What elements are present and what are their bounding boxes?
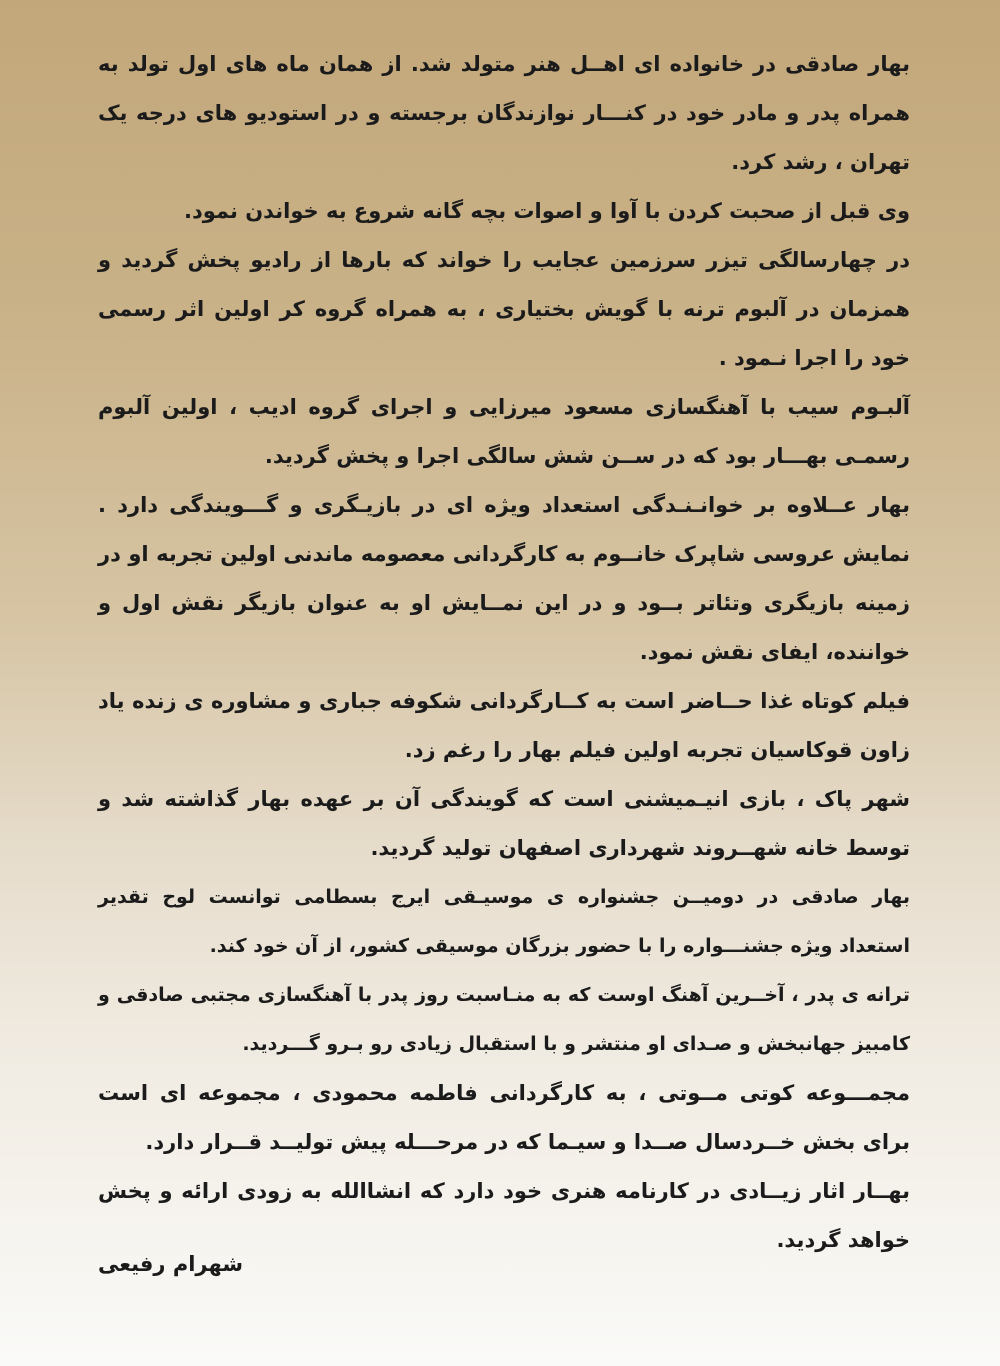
paragraph-birth: بهار صادقی در خانواده ای اهــل هنر متولد شد. از همان ماه های اول تولد به همراه پدر و مادر خود در کنـــار نوازندگان برجسته و در استودیو های درجه یک تهران ، رشد کرد. (98, 52, 910, 174)
paragraph-festival-award: بهار صادقی در دومیــن جشنواره ی موسیـقی ایرج بسطامی توانست لوح تقدیر استعداد ویژه جشنـــواره را با حضور بزرگان موسیقی کشور، از آن خود کند. (98, 886, 910, 957)
paragraph-acting: بهار عــلاوه بر خوانـنـدگی استعداد ویژه ای در بازیـگری و گـــویندگی دارد . نمایش عروسی شاپرک خانــوم به کارگردانی معصومه ماندنی اولین تجربه او در زمینه بازیگری وتئاتر بــود و در این نمــایش او به عنوان بازیگر نقش اول و خواننده، ایفای نقش نمود. (98, 493, 910, 664)
paragraph-short-film: فیلم کوتاه غذا حــاضر است به کــارگردانی شکوفه جباری و مشاوره ی زنده یاد زاون قوکاسیان تجربه اولین فیلم بهار را رغم زد. (98, 689, 910, 762)
paragraph-father-song: ترانه ی پدر ، آخــرین آهنگ اوست که به منـاسبت روز پدر با آهنگسازی مجتبی صادقی و کامبیز جهانبخش و صـدای او منتشر و با استقبال زیادی رو بـرو گـــردید. (98, 984, 910, 1055)
paragraph-tv-series: مجمـــوعه کوتی مــوتی ، به کارگردانی فاطمه محمودی ، مجموعه ای است برای بخش خــردسال صــدا و سیـما که در مرحـــله پیش تولیــد قــرار دارد. (98, 1081, 910, 1154)
paragraph-first-album: آلبـوم سیب با آهنگسازی مسعود میرزایی و اجرای گروه ادیب ، اولین آلبوم رسمـی بهـــار بود که در ســن شش سالگی اجرا و پخش گردید. (98, 395, 910, 468)
biography-article (98, 40, 910, 1265)
paragraph-early-singing: وی قبل از صحبت کردن با آوا و اصوات بچه گانه شروع به خواندن نمود. (184, 199, 910, 223)
paragraph-animation-game: شهر پاک ، بازی انیـمیشنی است که گویندگی آن بر عهده بهار گذاشته شد و توسط خانه شهــروند شهرداری اصفهان تولید گردید. (98, 787, 910, 860)
paragraph-age-four: در چهارسالگی تیزر سرزمین عجایب را خواند که بارها از رادیو پخش گردید و همزمان در آلبوم ترنه با گویش بختیاری ، به همراه گروه کر اولین اثر رسمی خود را اجرا نـمود . (98, 248, 910, 370)
paragraph-future-works: بهــار اثار زیــادی در کارنامه هنری خود دارد که انشاالله به زودی ارائه و پخش خواهد گردید. (98, 1179, 910, 1252)
author-signature: شهرام رفیعی (98, 1252, 243, 1276)
